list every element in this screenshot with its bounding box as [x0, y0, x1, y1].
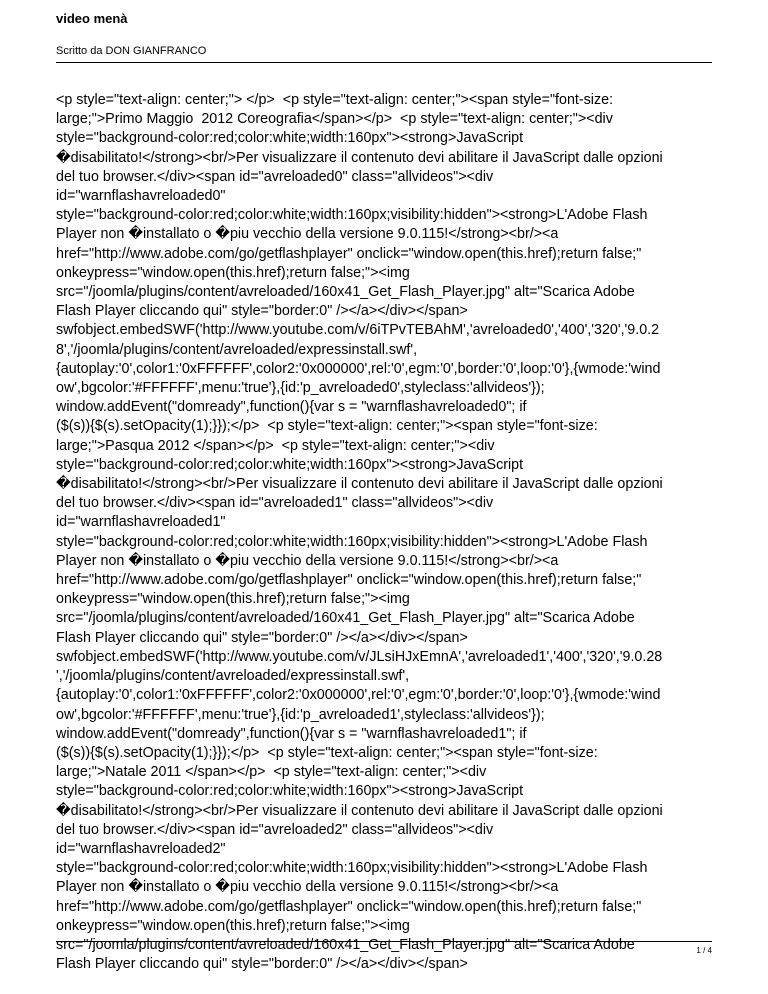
- footer-divider: [56, 941, 712, 942]
- page-header: [56, 10, 712, 58]
- page-number: 1 / 4: [696, 946, 712, 955]
- document-author: Scritto da DON GIANFRANCO: [56, 45, 207, 57]
- header-divider: [56, 62, 712, 63]
- document-body-text: <p style="text-align: center;"> </p> <p style="text-align: center;"><span style="font-size: large;">Primo Maggio 2012 Coreografia</span></p> <p style="text-align: center;"><div style="background-color:red;color:white;width:160px"><strong>JavaScript �disabilitato!</strong><br/>Per visualizzare il contenuto devi abilitare il JavaScript dalle opzioni del tuo browser.</div><span id="avreloaded0" class="allvideos"><div id="warnflashavreloaded0" style="background-color:red;color:white;width:160px;visibility:hidden"><strong>L'Adobe Flash Player non �installato o �piu vecchio della versione 9.0.115!</strong><br/><a href="http://www.adobe.com/go/getflashplayer" onclick="window.open(this.href);return false;" onkeypress="window.open(this.href);return false;"><img src="/joomla/plugins/content/avreloaded/160x41_Get_Flash_Player.jpg" alt="Scarica Adobe Flash Player cliccando qui" style="border:0" /></a></div></span> swfobject.embedSWF('http://www.youtube.com/v/6iTPvTEBAhM','avreloaded0','400','320','9.0.2 8','/joomla/plugins/content/avreloaded/expressinstall.swf', {autoplay:'0',color1:'0xFFFFFF',color2:'0x000000',rel:'0',egm:'0',border:'0',loop:'0'},{wmode:'wind ow',bgcolor:'#FFFFFF',menu:'true'},{id:'p_avreloaded0',styleclass:'allvideos'}); window.addEvent("domready",function(){var s = "warnflashavreloaded0"; if ($(s)){$(s).setOpacity(1);}});</p> <p style="text-align: center;"><span style="font-size: large;">Pasqua 2012 </span></p> <p style="text-align: center;"><div style="background-color:red;color:white;width:160px"><strong>JavaScript �disabilitato!</strong><br/>Per visualizzare il contenuto devi abilitare il JavaScript dalle opzioni del tuo browser.</div><span id="avreloaded1" class="allvideos"><div id="warnflashavreloaded1" style="background-color:red;color:white;width:160px;visibility:hidden"><strong>L'Adobe Flash Player non �installato o �piu vecchio della versione 9.0.115!</strong><br/><a href="http://www.adobe.com/go/getflashplayer" onclick="window.open(this.href);return false;" onkeypress="window.open(this.href);return false;"><img src="/joomla/plugins/content/avreloaded/160x41_Get_Flash_Player.jpg" alt="Scarica Adobe Flash Player cliccando qui" style="border:0" /></a></div></span> swfobject.embedSWF('http://www.youtube.com/v/JLsiHJxEmnA','avreloaded1','400','320','9.0.28 ','/joomla/plugins/content/avreloaded/expressinstall.swf', {autoplay:'0',color1:'0xFFFFFF',color2:'0x000000',rel:'0',egm:'0',border:'0',loop:'0'},{wmode:'wind ow',bgcolor:'#FFFFFF',menu:'true'},{id:'p_avreloaded1',styleclass:'allvideos'}); window.addEvent("domready",function(){var s = "warnflashavreloaded1"; if ($(s)){$(s).setOpacity(1);}});</p> <p style="text-align: center;"><span style="font-size: large;">Natale 2011 </span></p> <p style="text-align: center;"><div style="background-color:red;color:white;width:160px"><strong>JavaScript �disabilitato!</strong><br/>Per visualizzare il contenuto devi abilitare il JavaScript dalle opzioni del tuo browser.</div><span id="avreloaded2" class="allvideos"><div id="warnflashavreloaded2" style="background-color:red;color:white;width:160px;visibility:hidden"><strong>L'Adobe Flash Player non �installato o �piu vecchio della versione 9.0.115!</strong><br/><a href="http://www.adobe.com/go/getflashplayer" onclick="window.open(this.href);return false;" onkeypress="window.open(this.href);return false;"><img src="/joomla/plugins/content/avreloaded/160x41_Get_Flash_Player.jpg" alt="Scarica Adobe Flash Player cliccando qui" style="border:0" /></a></div></span>: [56, 92, 663, 973]
- document-title: video menà: [56, 11, 128, 26]
